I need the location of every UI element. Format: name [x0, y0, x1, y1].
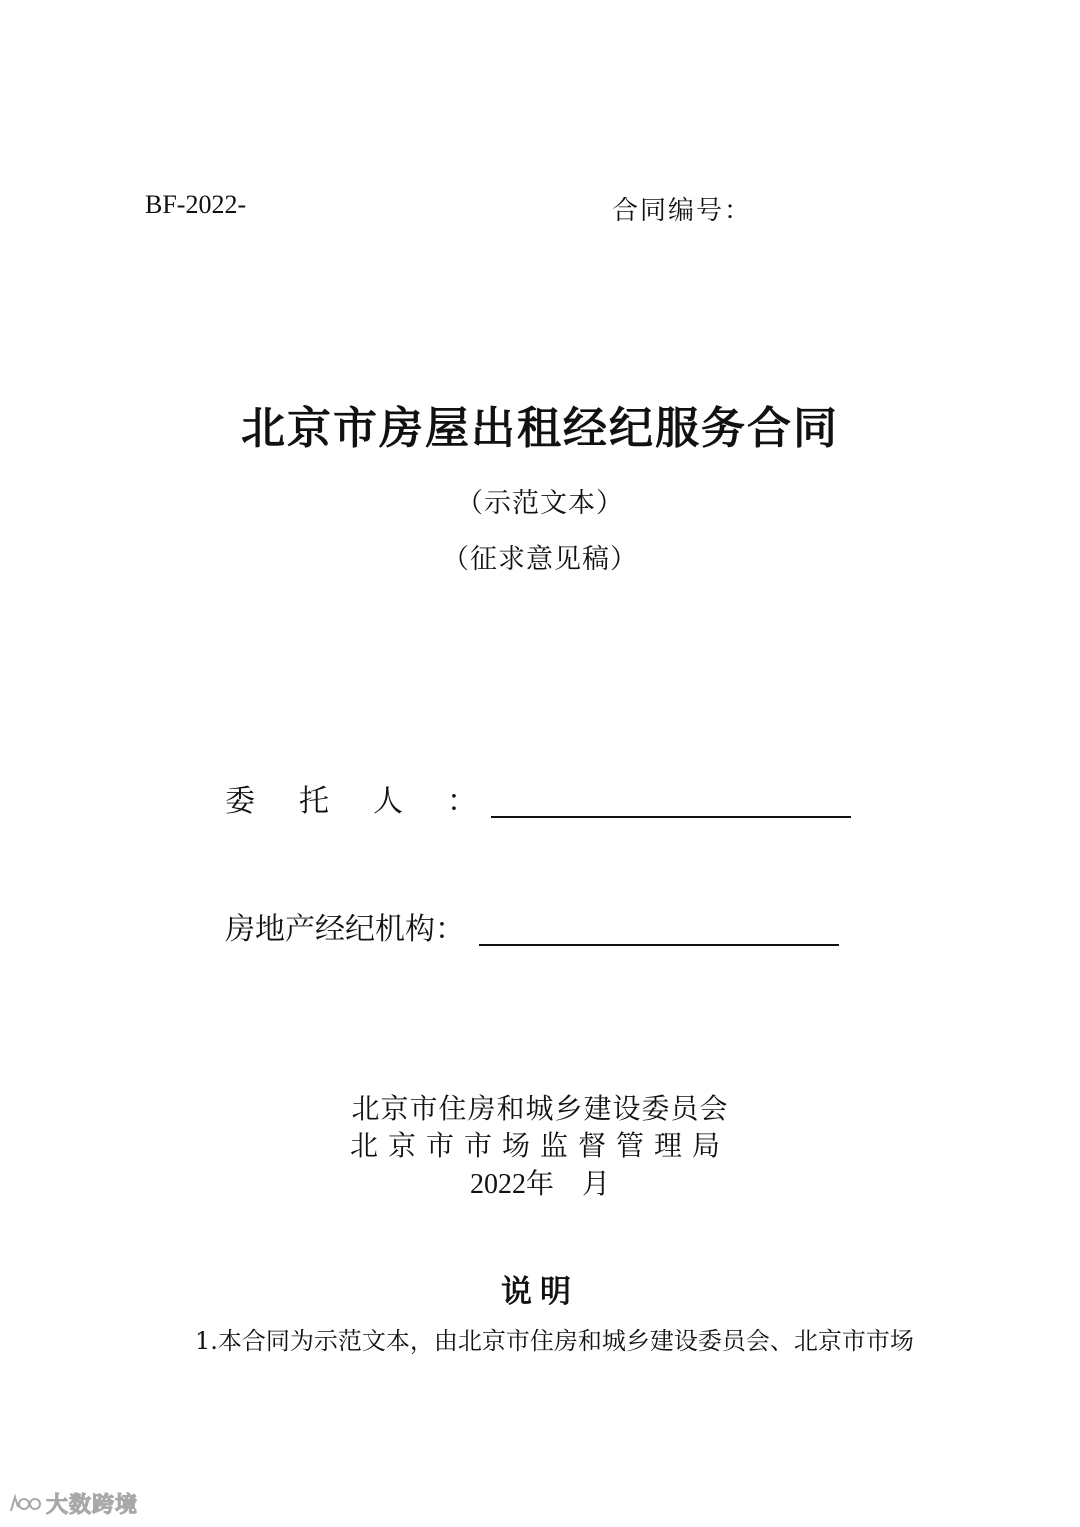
issue-date: 2022年 月 [469, 1169, 610, 1200]
principal-field [225, 776, 851, 822]
watermark [8, 1488, 138, 1519]
issuer-housing-commission: 北京市住房和城乡建设委员会 [351, 1092, 729, 1125]
document-code: BF-2022- [145, 190, 247, 219]
issuer-market-supervision: 北京市市场监督管理局 [349, 1129, 730, 1162]
agency-colon: ： [435, 912, 465, 947]
principal-label: 委托人 [225, 784, 447, 819]
agency-field [225, 904, 839, 950]
document-title: 北京市房屋出租经纪服务合同 [241, 403, 839, 454]
note-item: 1.本合同为示范文本，由北京市住房和城乡建设委员会、北京市市场 [195, 1327, 914, 1355]
agency-label: 房地产经纪机构 [225, 912, 435, 947]
subtitle-model-text: （示范文本） [456, 488, 624, 519]
subtitle-draft-for-comment: （征求意见稿） [442, 544, 638, 575]
contract-number-label: 合同编号： [612, 196, 753, 226]
principal-blank-line[interactable] [491, 815, 851, 818]
watermark-text: 大数跨境 [46, 1493, 139, 1518]
notes-heading: 说明 [501, 1274, 579, 1310]
brand-logo-icon [8, 1493, 42, 1515]
principal-colon: ： [447, 784, 477, 819]
agency-blank-line[interactable] [479, 943, 839, 946]
